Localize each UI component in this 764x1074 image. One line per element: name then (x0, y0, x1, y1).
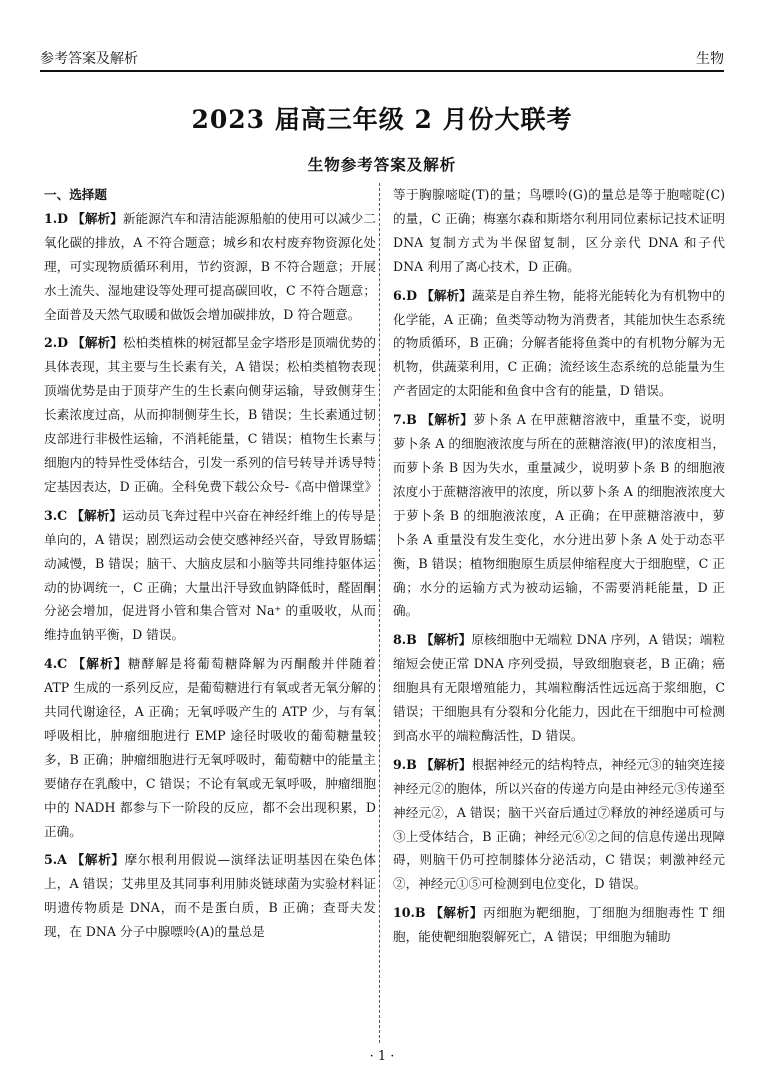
answer-text: 摩尔根利用假说—演绎法证明基因在染色体上，A 错误；艾弗里及其同事利用肺炎链球菌为实验材料证明遗传物质是 DNA，而不是蛋白质，B 正确；查哥夫发现，在 DNA 分子中腺嘌呤(A)的量总是 (44, 852, 377, 940)
page-subtitle: 生物参考答案及解析 (307, 156, 457, 174)
running-header (40, 44, 724, 68)
answer-number: 7.B (393, 412, 417, 428)
answer-number: 10.B (393, 905, 426, 921)
answer-text: 萝卜条 A 在甲蔗糖溶液中，重量不变，说明萝卜条 A 的细胞液浓度与所在的蔗糖溶液(甲)的浓度相当，而萝卜条 B 因为失水，重量减少，说明萝卜条 B 的细胞液浓度小于蔗糖溶液甲的浓度，所以萝卜条 A 的细胞液浓度大于萝卜条 B 的细胞液浓度，A 正确；在甲蔗糖溶液中，萝卜条 A 重量没有发生变化，水分进出萝卜条 A 处于动态平衡，B 错误；植物细胞原生质层伸缩程度大于细胞壁，C 正确；水分的运输方式为被动运输，不需要消耗能量，D 正确。 (393, 412, 725, 619)
analysis-tag: 【解析】 (421, 412, 474, 428)
analysis-tag: 【解析】 (420, 756, 472, 772)
answer-number: 5.A (44, 852, 67, 868)
answer-item (393, 753, 725, 896)
right-column (393, 183, 725, 954)
answer-item (44, 504, 376, 647)
answer-text: 新能源汽车和清洁能源船舶的使用可以减少二氧化碳的排放，A 不符合题意；城乡和农村废弃物资源化处理，可实现物质循环利用，节约资源，B 不符合题意；开展水土流失、湿地建设等处理可提高碳回收，C 不符合题意；全面普及天然气取暖和做饭会增加碳排放，D 符合题意。 (44, 210, 376, 322)
answer-text: 原核细胞中无端粒 DNA 序列，A 错误；端粒缩短会使正常 DNA 序列受损，导致细胞衰老，B 正确；癌细胞具有无限增殖能力，其端粒酶活性远远高于浆细胞，C 错误；干细胞具有分裂和分化能力，因此在干细胞中可检测到高水平的端粒酶活性，D 错误。 (393, 632, 725, 743)
answer-number: 1.D (44, 210, 69, 226)
analysis-tag: 【解析】 (421, 287, 472, 303)
header-left-text: 参考答案及解析 (40, 51, 138, 67)
analysis-tag: 【解析】 (71, 507, 123, 523)
answer-number: 6.D (393, 287, 418, 303)
answer-item (393, 284, 725, 404)
answer-number: 9.B (393, 756, 417, 772)
answer-item (44, 331, 376, 498)
analysis-tag: 【解析】 (420, 632, 472, 648)
analysis-tag: 【解析】 (430, 905, 484, 921)
analysis-tag: 【解析】 (72, 656, 128, 672)
left-column (44, 183, 376, 949)
answer-text: 蔬菜是自养生物，能将光能转化为有机物中的化学能，A 正确；鱼类等动物为消费者，其能加快生态系统的物质循环，B 正确；分解者能将鱼粪中的有机物分解为无机物，供蔬菜利用，C 正确；流经该生态系统的总能量为生产者固定的太阳能和鱼食中含有的能量，D 错误。 (393, 287, 725, 399)
answer-text: 糖酵解是将葡萄糖降解为丙酮酸并伴随着 ATP 生成的一系列反应，是葡萄糖进行有氧或者无氧分解的共同代谢途径，A 正确；无氧呼吸产生的 ATP 少，与有氧呼吸相比，肿瘤细胞进行 EMP 途径时吸收的葡萄糖量较多，B 正确；肿瘤细胞进行无氧呼吸时，葡萄糖中的能量主要储存在乳酸中，C 错误；不论有氧或无氧呼吸，肿瘤细胞中的 NADH 都参与下一阶段的反应，都不会出现积累，D 正确。 (44, 656, 376, 839)
answer-text: 松柏类植株的树冠都呈金字塔形是顶端优势的具体表现，其主要与生长素有关，A 错误；松柏类植物表现顶端优势是由于顶芽产生的生长素向侧芽运输，导致侧芽生长素浓度过高，从而抑制侧芽生长，B 错误；生长素通过韧皮部进行非极性运输，不消耗能量，C 错误；植物生长素与细胞内的特异性受体结合，引发一系列的信号转导并诱导特定基因表达，D 正确。全科免费下载公众号-《高中僧课堂》 (44, 335, 378, 494)
answer-text: 运动员飞奔过程中兴奋在神经纤维上的传导是单向的，A 错误；剧烈运动会使交感神经兴奋，导致胃肠蠕动减慢，B 错误；脑干、大脑皮层和小脑等共同维持躯体运动的协调统一，C 正确；大量出汗导致血钠降低时，醛固酮分泌会增加，促进肾小管和集合管对 Na⁺ 的重吸收，从而维持血钠平衡，D 错误。 (44, 507, 377, 643)
answer-number: 3.C (44, 507, 68, 523)
answer-text: 根据神经元的结构特点，神经元③的轴突连接神经元②的胞体，所以兴奋的传递方向是由神经元③传递至神经元②，A 错误；脑干兴奋后通过⑦释放的神经递质可与③上受体结合，B 正确；神经元⑥②之间的信息传递出现障碍，则脑干仍可控制膝体分泌活动，C 错误；刺激神经元②，神经元①⑤可检测到电位变化，D 错误。 (393, 756, 726, 892)
page-title: 2023 届高三年级 2 月份大联考 (191, 105, 573, 134)
page-number: · 1 · (369, 1049, 395, 1064)
answer-number: 2.D (44, 335, 69, 351)
answer-item (393, 901, 725, 949)
section-heading: 一、选择题 (44, 187, 107, 202)
analysis-tag: 【解析】 (72, 335, 123, 351)
answer-number: 8.B (393, 632, 417, 648)
answer-continuation: 等于胸腺嘧啶(T)的量；鸟嘌呤(G)的量总是等于胞嘧啶(C)的量，C 正确；梅塞尔森和斯塔尔利用同位素标记技术证明 DNA 复制方式为半保留复制，区分亲代 DNA 和子代 DNA 利用了离心技术，D 正确。 (393, 187, 725, 274)
header-subject-text: 生物 (696, 51, 724, 67)
answer-number: 4.C (44, 656, 68, 672)
header-rule (40, 70, 724, 72)
analysis-tag: 【解析】 (72, 210, 123, 226)
analysis-tag: 【解析】 (71, 852, 125, 868)
answer-item (393, 628, 725, 748)
column-divider (379, 183, 380, 1043)
answer-item (44, 652, 376, 843)
answer-item (44, 848, 376, 944)
answer-item (44, 207, 376, 327)
answer-text: 丙细胞为靶细胞，丁细胞为细胞毒性 T 细胞，能使靶细胞裂解死亡，A 错误；甲细胞为辅助 (393, 905, 725, 945)
answer-item (393, 408, 725, 623)
